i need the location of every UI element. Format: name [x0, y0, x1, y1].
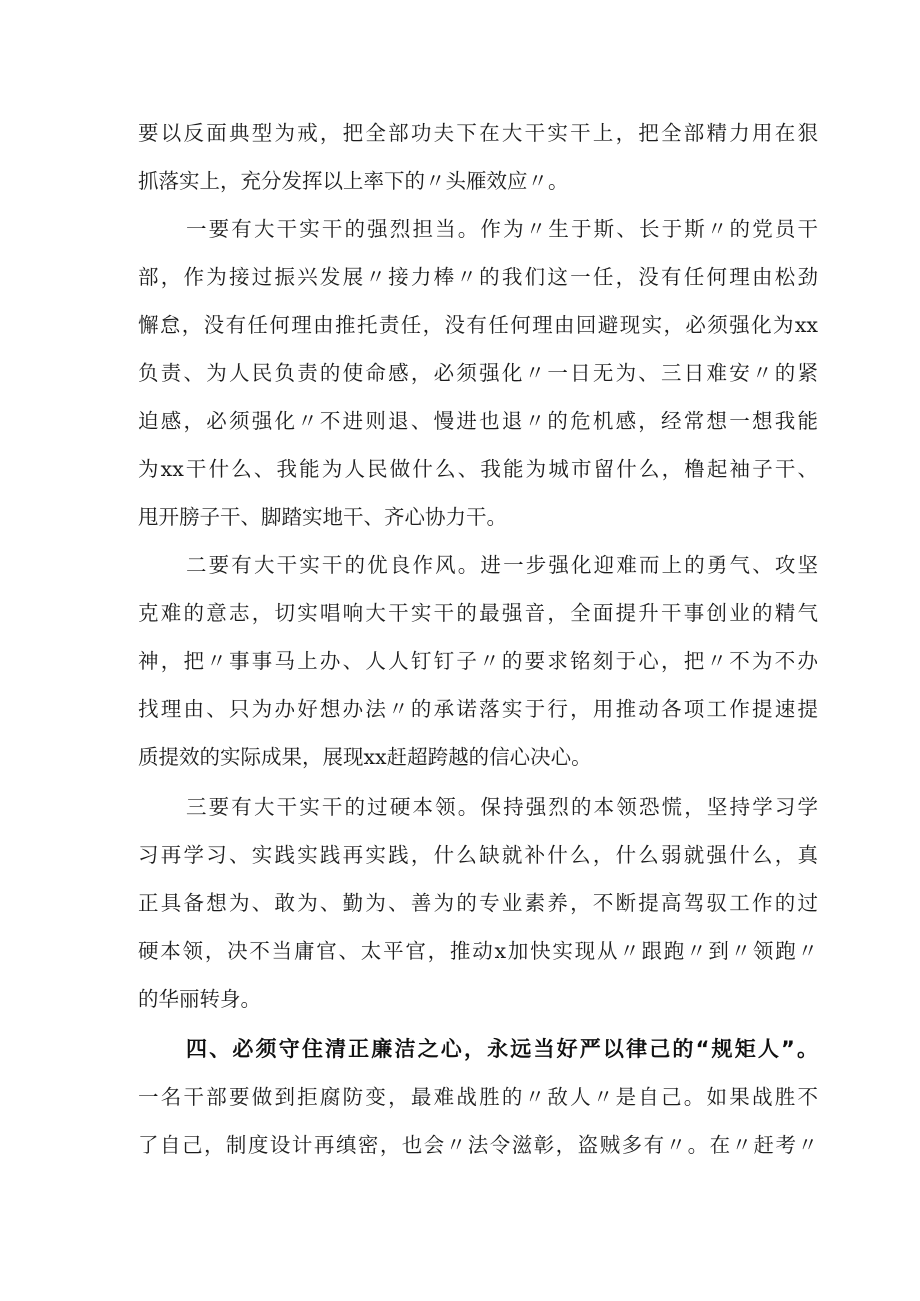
paragraph-line: 克难的意志，切实唱响大干实干的最强音，全面提升干事创业的精气 — [138, 601, 818, 625]
paragraph-line: 二要有大干实干的优良作风。进一步强化迎难而上的勇气、攻坚 — [186, 553, 818, 577]
paragraph-line: 三要有大干实干的过硬本领。保持强烈的本领恐慌，坚持学习学 — [186, 795, 818, 819]
paragraph-line: 习再学习、实践实践再实践，什么缺就补什么，什么弱就强什么，真 — [138, 843, 818, 867]
paragraph-line: 了自己，制度设计再缜密，也会〃法令滋彰，盗贼多有〃。在〃赶考〃 — [138, 1133, 818, 1157]
paragraph-line: 一要有大干实干的强烈担当。作为〃生于斯、长于斯〃的党员干 — [186, 217, 818, 241]
paragraph-line: 部，作为接过振兴发展〃接力棒〃的我们这一任，没有任何理由松劲 — [138, 265, 818, 289]
paragraph-line: 正具备想为、敢为、勤为、善为的专业素养，不断提高驾驭工作的过 — [138, 891, 818, 915]
paragraph-line: 的华丽转身。 — [138, 987, 261, 1011]
paragraph-line: 甩开膀子干、脚踏实地干、齐心协力干。 — [138, 505, 507, 529]
paragraph-line: 懈怠，没有任何理由推托责任，没有任何理由回避现实，必须强化为xx — [138, 313, 818, 337]
paragraph-line: 迫感，必须强化〃不进则退、慢进也退〃的危机感，经常想一想我能 — [138, 409, 818, 433]
paragraph-line: 负责、为人民负责的使命感，必须强化〃一日无为、三日难安〃的紧 — [138, 361, 818, 385]
paragraph-line: 要以反面典型为戒，把全部功夫下在大干实干上，把全部精力用在狠 — [138, 121, 818, 145]
paragraph-line: 找理由、只为办好想办法〃的承诺落实于行，用推动各项工作提速提 — [138, 697, 818, 721]
paragraph-line: 质提效的实际成果，展现xx赶超跨越的信心决心。 — [138, 745, 592, 769]
paragraph-line: 一名干部要做到拒腐防变，最难战胜的〃敌人〃是自己。如果战胜不 — [138, 1085, 818, 1109]
paragraph-line: 硬本领，决不当庸官、太平官，推动x加快实现从〃跟跑〃到〃领跑〃 — [138, 939, 818, 963]
paragraph-line: 为xx干什么、我能为人民做什么、我能为城市留什么，橹起袖子干、 — [138, 457, 818, 481]
paragraph-line: 神，把〃事事马上办、人人钉钉子〃的要求铭刻于心，把〃不为不办 — [138, 649, 818, 673]
paragraph-line: 抓落实上，充分发挥以上率下的〃头雁效应〃。 — [138, 169, 569, 193]
section-heading: 四、必须守住清正廉洁之心，永远当好严以律己的“规矩人”。 — [186, 1037, 818, 1061]
